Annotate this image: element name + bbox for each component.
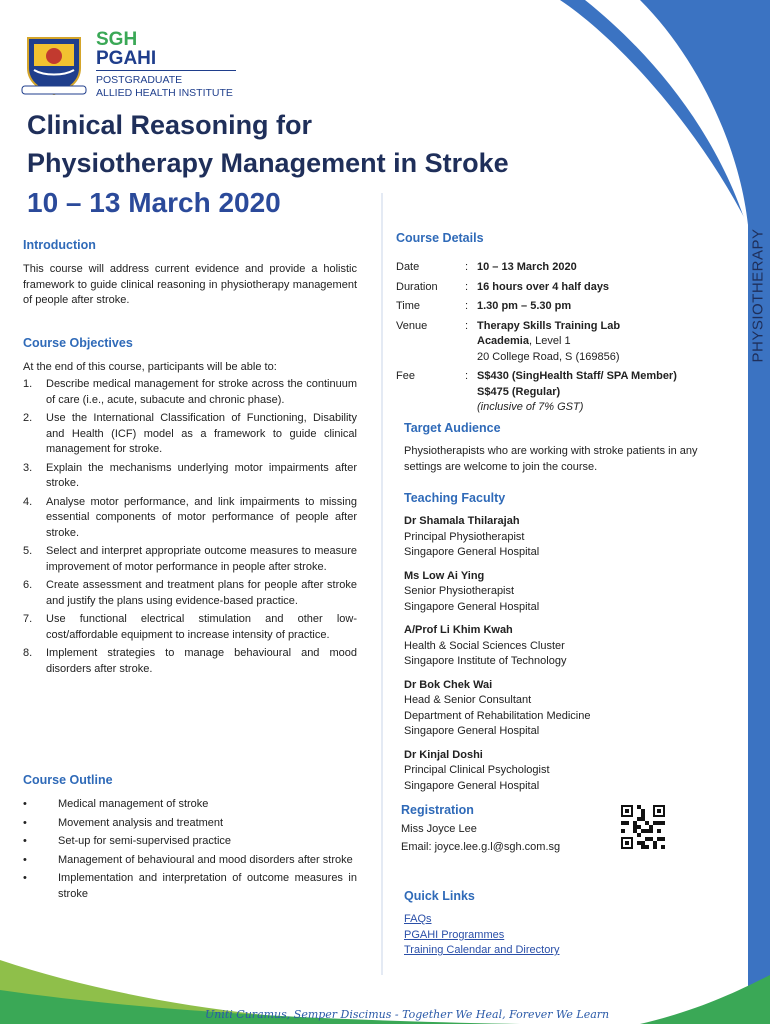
objective-number: 7. [23,613,33,625]
fee-line3: (inclusive of 7% GST) [477,401,584,413]
objectives-heading: Course Objectives [23,336,133,350]
introduction-text: This course will address current evidence and provide a holistic framework to guide clinical reasoning in physiotherapy management of people after stroke. [23,263,357,306]
detail-date-label: Date [396,261,420,273]
quick-link[interactable]: PGAHI Programmes [404,928,505,941]
objectives-list [23,377,357,680]
objective-number: 3. [23,461,33,474]
detail-colon: : [465,319,469,332]
target-text: Physiotherapists who are working with stroke patients in any settings are welcome to join the course. [404,445,698,473]
venue-line3: 20 College Road, S (169856) [477,350,620,363]
faculty-name: Dr Kinjal Doshi [404,748,483,761]
objective-item [23,495,357,542]
footer-motto: Uniti Curamus, Semper Discimus - Together We Heal, Forever We Learn [205,1008,610,1021]
faculty-member [404,748,734,795]
bullet-icon: • [23,835,27,847]
detail-date-value: 10 – 13 March 2020 [477,261,577,273]
outline-text: Medical management of stroke [58,798,209,810]
objective-text: Describe medical management for stroke across the continuum of care (i.e., acute, subacute and chronic phase). [46,378,357,406]
quick-link[interactable]: Training Calendar and Directory [404,944,560,956]
faculty-name: A/Prof Li Khim Kwah [404,624,513,636]
course-details [396,260,736,420]
bullet-icon: • [23,798,27,810]
detail-time-label: Time [396,300,421,312]
bullet-icon: • [23,816,27,829]
objective-item [23,461,357,492]
faculty-list [404,514,734,802]
fee-line2: S$475 (Regular) [477,385,561,398]
detail-colon: : [465,300,469,312]
objective-number: 5. [23,545,33,557]
objectives-intro: At the end of this course, participants will be able to: [23,361,277,373]
detail-colon: : [465,261,469,273]
objective-text: Use functional electrical stimulation and other low-cost/affordable equipment to increase intensity of practice. [46,613,357,641]
objective-item [23,612,357,643]
faculty-detail: Singapore General Hospital [404,779,540,792]
quick-links-list [404,912,560,959]
faculty-heading: Teaching Faculty [404,491,506,505]
faculty-detail: Principal Clinical Psychologist [404,764,550,776]
objective-number: 6. [23,579,33,591]
detail-duration [396,280,736,296]
objective-text: Create assessment and treatment plans for people after stroke and justify the plans using evidence-based practice. [46,579,357,607]
faculty-detail: Singapore Institute of Technology [404,655,567,667]
faculty-name: Ms Low Ai Ying [404,569,485,582]
crest-icon [20,30,88,96]
fee-line1: S$430 (SingHealth Staff/ SPA Member) [477,370,677,382]
venue-level: , Level 1 [528,335,571,347]
detail-duration-value: 16 hours over 4 half days [477,280,610,293]
faculty-member [404,514,734,561]
faculty-detail: Senior Physiotherapist [404,585,515,597]
venue-academia: Academia [477,335,529,347]
outline-heading: Course Outline [23,773,113,787]
quick-link[interactable]: FAQs [404,913,432,925]
faculty-detail: Health & Social Sciences Cluster [404,639,565,652]
quick-links-heading: Quick Links [404,889,475,903]
qr-code[interactable] [621,805,665,849]
faculty-member [404,569,734,616]
outline-item [23,871,357,902]
outline-item [23,834,357,850]
detail-venue [396,319,736,366]
objective-number: 8. [23,647,33,659]
registration-email[interactable]: Email: joyce.lee.g.l@sgh.com.sg [401,841,561,853]
objective-item [23,377,357,408]
objective-number: 1. [23,378,33,390]
detail-fee-value [477,369,736,416]
logo-pgahi: PGAHI [96,48,157,69]
detail-date [396,260,736,276]
introduction-heading: Introduction [23,238,96,252]
objective-text: Use the International Classification of Functioning, Disability and Health (ICF) model as a framework to guide clinical management for stroke. [46,412,357,455]
faculty-detail: Head & Senior Consultant [404,694,532,706]
outline-text: Management of behavioural and mood disorders after stroke [58,853,353,866]
logo-sub-line2: ALLIED HEALTH INSTITUTE [96,87,233,99]
faculty-member [404,623,734,670]
course-dates-title: 10 – 13 March 2020 [27,187,281,218]
outline-list [23,797,357,905]
objective-text: Select and interpret appropriate outcome measures to measure improvement of motor performance in people after stroke. [46,545,357,573]
outline-text: Implementation and interpretation of outcome measures in stroke [58,872,357,900]
venue-line2 [477,334,736,350]
logo-sub-line1: POSTGRADUATE [96,74,183,86]
objective-item [23,578,357,609]
outline-text: Set-up for semi-supervised practice [58,835,232,847]
outline-item [23,853,357,869]
page-title-line1: Clinical Reasoning for [27,110,313,140]
target-heading: Target Audience [404,421,501,435]
detail-time-value: 1.30 pm – 5.30 pm [477,300,572,312]
outline-text: Movement analysis and treatment [58,816,224,829]
objective-number: 2. [23,412,33,424]
faculty-detail: Singapore General Hospital [404,600,540,613]
registration-heading: Registration [401,803,474,817]
objective-number: 4. [23,495,33,508]
faculty-name: Dr Bok Chek Wai [404,678,493,691]
detail-venue-label: Venue [396,319,428,332]
detail-duration-label: Duration [396,280,438,293]
logo-divider [96,70,236,71]
detail-fee-label: Fee [396,370,415,382]
detail-colon: : [465,280,469,293]
objective-text: Implement strategies to manage behavioural and mood disorders after stroke. [46,647,357,675]
side-label: PHYSIOTHERAPY [749,228,767,363]
detail-venue-value [477,319,736,366]
outline-item [23,816,357,832]
venue-line1: Therapy Skills Training Lab [477,319,621,332]
bullet-icon: • [23,872,27,884]
crest-logo [20,30,88,96]
objective-text: Analyse motor performance, and link impairments to missing essential components of motor performance of people after stroke. [46,495,357,539]
objective-text: Explain the mechanisms underlying motor impairments after stroke. [46,461,357,489]
registration-contact: Miss Joyce Lee [401,823,477,835]
objective-item [23,544,357,575]
bullet-icon: • [23,853,27,866]
qr-code-icon [621,805,665,849]
faculty-detail: Singapore General Hospital [404,546,540,558]
objective-item [23,646,357,677]
outline-item [23,797,357,813]
faculty-name: Dr Shamala Thilarajah [404,515,520,527]
logo-sgh: SGH [96,29,138,50]
details-heading: Course Details [396,231,484,245]
objective-item [23,411,357,458]
faculty-detail: Principal Physiotherapist [404,530,525,543]
faculty-detail: Singapore General Hospital [404,725,540,737]
faculty-detail: Department of Rehabilitation Medicine [404,709,591,722]
faculty-member [404,678,734,740]
detail-fee [396,369,736,416]
detail-colon: : [465,370,469,382]
page-title-line2: Physiotherapy Management in Stroke [27,148,509,178]
detail-time [396,299,736,315]
